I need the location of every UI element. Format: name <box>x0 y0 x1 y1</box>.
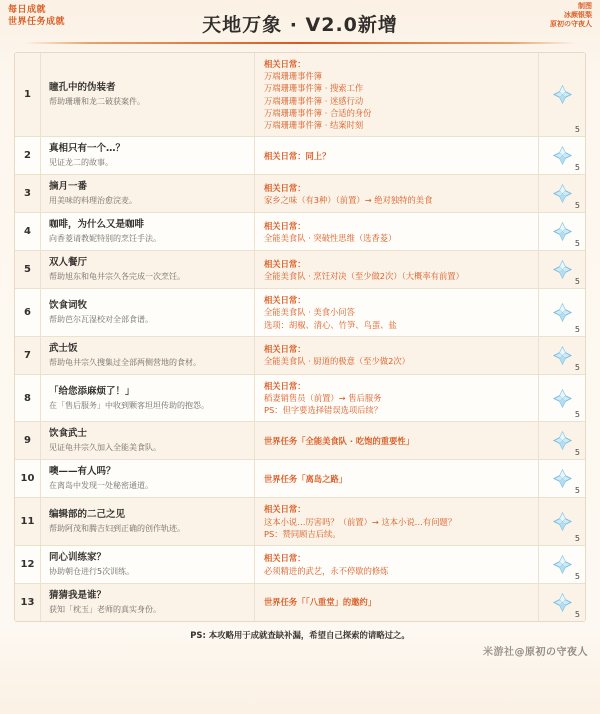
reward-count: 5 <box>574 572 580 582</box>
row-index: 12 <box>15 546 41 583</box>
related-quest-cell <box>255 289 539 336</box>
table-row <box>15 375 585 423</box>
achievement-cell <box>41 460 255 497</box>
primogem-icon <box>553 303 572 322</box>
related-quest-line: 选项：胡椒、清心、竹笋、鸟蛋、盐 <box>264 319 397 330</box>
row-index: 3 <box>15 175 41 212</box>
achievement-description: 帮助芭尔瓦湿校对全部食谱。 <box>49 315 153 325</box>
related-quest-line: 相关日常：同上？ <box>264 150 331 161</box>
table-row <box>15 137 585 175</box>
table-row <box>15 584 585 621</box>
related-quest-cell <box>255 375 539 422</box>
related-quest-line: 全能美食队 · 美食小问答 <box>264 307 355 318</box>
related-quest-cell <box>255 251 539 288</box>
primogem-icon <box>553 146 572 165</box>
related-quest-cell <box>255 498 539 545</box>
achievement-description: 帮助珊珊和龙二破获案件。 <box>49 97 145 107</box>
achievement-title: 真相只有一个…？ <box>49 143 126 155</box>
reward-cell <box>539 289 585 336</box>
related-quest-line: 世界任务「全能美食队 · 吃饱的重要性」 <box>264 435 414 446</box>
reward-count: 5 <box>574 534 580 544</box>
row-index: 10 <box>15 460 41 497</box>
related-quest-line: 家乡之味（有3种）（前置）→ 绝对独特的美食 <box>264 194 433 205</box>
table-row <box>15 422 585 460</box>
page-footer <box>0 629 600 665</box>
related-quest-line: 万端珊珊事件簿 · 合适的身份 <box>264 107 372 118</box>
reward-cell <box>539 546 585 583</box>
row-index: 5 <box>15 251 41 288</box>
reward-count: 5 <box>574 486 580 496</box>
row-index: 9 <box>15 422 41 459</box>
reward-count: 5 <box>574 201 580 211</box>
achievement-description: 用美味的料理治愈浣麦。 <box>49 196 137 206</box>
reward-cell <box>539 251 585 288</box>
reward-cell <box>539 375 585 422</box>
achievement-description: 帮助阿茂和腾吉妇到正确的创作轨迹。 <box>49 524 185 534</box>
credit-line-2: 冰颜银梨 <box>564 11 592 19</box>
table-row <box>15 251 585 289</box>
achievement-description: 在「售后服务」中收到颗客坦坦传助的抱怨。 <box>49 400 209 410</box>
related-quest-line: 相关日常： <box>264 258 306 269</box>
reward-count: 5 <box>574 239 580 249</box>
primogem-icon <box>553 346 572 365</box>
primogem-icon <box>553 555 572 574</box>
primogem-icon <box>553 184 572 203</box>
primogem-icon <box>553 512 572 531</box>
related-quest-cell <box>255 337 539 374</box>
reward-cell <box>539 498 585 545</box>
achievement-title: 噢——有人吗？ <box>49 466 116 478</box>
achievement-title: 饮食武士 <box>49 428 88 440</box>
related-quest-line: 相关日常： <box>264 380 306 391</box>
achievement-title: 咖啡，为什么又是咖啡 <box>49 219 145 231</box>
reward-cell <box>539 584 585 621</box>
reward-count: 5 <box>574 362 580 372</box>
primogem-icon <box>553 222 572 241</box>
related-quest-line: 万端珊珊事件簿 · 迷感行动 <box>264 95 364 106</box>
reward-count: 5 <box>574 324 580 334</box>
footer-brand <box>483 643 588 658</box>
primogem-icon <box>553 85 572 104</box>
related-quest-line: 相关日常： <box>264 553 306 564</box>
related-quest-cell <box>255 460 539 497</box>
related-quest-line: 相关日常： <box>264 504 306 515</box>
achievement-title: 「给您添麻烦了！」 <box>49 385 135 397</box>
brand-site: 米游社 <box>483 647 515 659</box>
row-index: 2 <box>15 137 41 174</box>
footer-note: PS: 本攻略用于成就查缺补漏，希望自己探索的请略过之。 <box>190 630 410 641</box>
row-index: 11 <box>15 498 41 545</box>
primogem-icon <box>553 260 572 279</box>
related-quest-line: 这本小说…厉害吗？（前置）→ 这本小说…有问题？ <box>264 516 457 527</box>
row-index: 13 <box>15 584 41 621</box>
related-quest-line: PS：赞同顾吉后续。 <box>264 528 341 539</box>
header-left-line-2: 世界任务成就 <box>8 17 66 27</box>
achievement-cell <box>41 546 255 583</box>
achievement-cell <box>41 137 255 174</box>
related-quest-cell <box>255 53 539 136</box>
reward-cell <box>539 175 585 212</box>
table-row <box>15 498 585 546</box>
reward-cell <box>539 460 585 497</box>
related-quest-line: 相关日常： <box>264 220 306 231</box>
achievement-title: 饮食词牧 <box>49 300 88 312</box>
primogem-icon <box>553 469 572 488</box>
related-quest-line: 全能美食队 · 厨道的极意（至少做2次） <box>264 356 410 367</box>
page-title: 天地万象 · V2.0新增 <box>202 14 398 36</box>
reward-cell <box>539 213 585 250</box>
related-quest-cell <box>255 584 539 621</box>
achievement-description: 见证龙二的故事。 <box>49 158 113 168</box>
reward-cell <box>539 53 585 136</box>
achievement-title: 摘月一番 <box>49 181 88 193</box>
reward-count: 5 <box>574 610 580 620</box>
reward-cell <box>539 337 585 374</box>
table-row <box>15 546 585 584</box>
achievement-cell <box>41 175 255 212</box>
achievement-title: 同心训练家？ <box>49 552 107 564</box>
row-index: 6 <box>15 289 41 336</box>
table-row <box>15 53 585 137</box>
table-row <box>15 213 585 251</box>
page-header <box>0 0 600 46</box>
achievement-title: 武士饭 <box>49 342 78 354</box>
table-row <box>15 289 585 337</box>
achievement-cell <box>41 337 255 374</box>
achievement-cell <box>41 53 255 136</box>
achievement-description: 帮助旭东和龟井宗久各完成一次烹饪。 <box>49 272 185 282</box>
primogem-icon <box>553 389 572 408</box>
achievement-description: 向香菱请教妮特别的烹饪手法。 <box>49 234 161 244</box>
related-quest-line: 相关日常： <box>264 59 306 69</box>
related-quest-line: 万端珊珊事件簿 · 搜索工作 <box>264 83 364 94</box>
related-quest-line: 全能美食队 · 烹饪对决（至少做2次）（大概率有前置） <box>264 270 464 281</box>
achievement-cell <box>41 422 255 459</box>
related-quest-line: 相关日常： <box>264 344 306 355</box>
achievement-cell <box>41 375 255 422</box>
table-row <box>15 460 585 498</box>
related-quest-line: 相关日常： <box>264 295 306 306</box>
achievement-title: 猜猜我是谁？ <box>49 590 107 602</box>
achievement-description: 见证龟井宗久加入全能美食队。 <box>49 443 161 453</box>
related-quest-line: 世界任务「「八重堂」的邀约」 <box>264 597 377 608</box>
primogem-icon <box>553 593 572 612</box>
table-row <box>15 337 585 375</box>
reward-count: 5 <box>574 163 580 173</box>
achievement-description: 在离岛中发现一处秘密通道。 <box>49 481 153 491</box>
related-quest-line: 万端珊珊事件簿 · 结案时刻 <box>264 120 364 131</box>
row-index: 7 <box>15 337 41 374</box>
achievement-cell <box>41 584 255 621</box>
row-index: 8 <box>15 375 41 422</box>
related-quest-cell <box>255 175 539 212</box>
achievement-cell <box>41 251 255 288</box>
achievement-cell <box>41 289 255 336</box>
related-quest-cell <box>255 546 539 583</box>
achievement-description: 获知「枕玉」老师的真实身份。 <box>49 605 161 615</box>
related-quest-cell <box>255 137 539 174</box>
related-quest-cell <box>255 213 539 250</box>
related-quest-line: 稻妻销售员（前置）→ 售后服务 <box>264 393 382 404</box>
brand-author: @原初の守夜人 <box>514 647 588 659</box>
related-quest-line: 万端珊珊事件簿 <box>264 71 323 82</box>
achievement-description: 帮助龟井宗久搜集过全部两侧营地的食材。 <box>49 357 201 367</box>
reward-count: 5 <box>574 277 580 287</box>
header-divider <box>24 42 576 44</box>
related-quest-line: 必须精进的武艺，永不停歇的修炼 <box>264 565 389 576</box>
reward-cell <box>539 137 585 174</box>
related-quest-line: 全能美食队 · 突破性思维（选香菱） <box>264 232 397 243</box>
related-quest-line: PS：但字要选择错误选项后续？ <box>264 405 383 416</box>
primogem-icon <box>553 431 572 450</box>
row-index: 4 <box>15 213 41 250</box>
row-index: 1 <box>15 53 41 136</box>
achievement-cell <box>41 498 255 545</box>
related-quest-cell <box>255 422 539 459</box>
credit-line-1: 制图 <box>578 2 592 10</box>
related-quest-line: 相关日常： <box>264 182 306 193</box>
achievement-description: 协助朝仓进行5次训练。 <box>49 567 135 577</box>
header-left-line-1: 每日成就 <box>8 5 47 15</box>
credit-line-3: 原初の守夜人 <box>550 20 592 28</box>
achievement-table <box>14 52 586 622</box>
achievement-title: 双人餐厅 <box>49 257 88 269</box>
reward-count: 5 <box>574 410 580 420</box>
table-row <box>15 175 585 213</box>
achievement-title: 瞳孔中的伪装者 <box>49 82 116 94</box>
reward-count: 5 <box>574 125 580 135</box>
achievement-title: 编辑部的二己之见 <box>49 509 126 521</box>
related-quest-line: 世界任务「离岛之路」 <box>264 473 347 484</box>
reward-cell <box>539 422 585 459</box>
reward-count: 5 <box>574 448 580 458</box>
achievement-cell <box>41 213 255 250</box>
